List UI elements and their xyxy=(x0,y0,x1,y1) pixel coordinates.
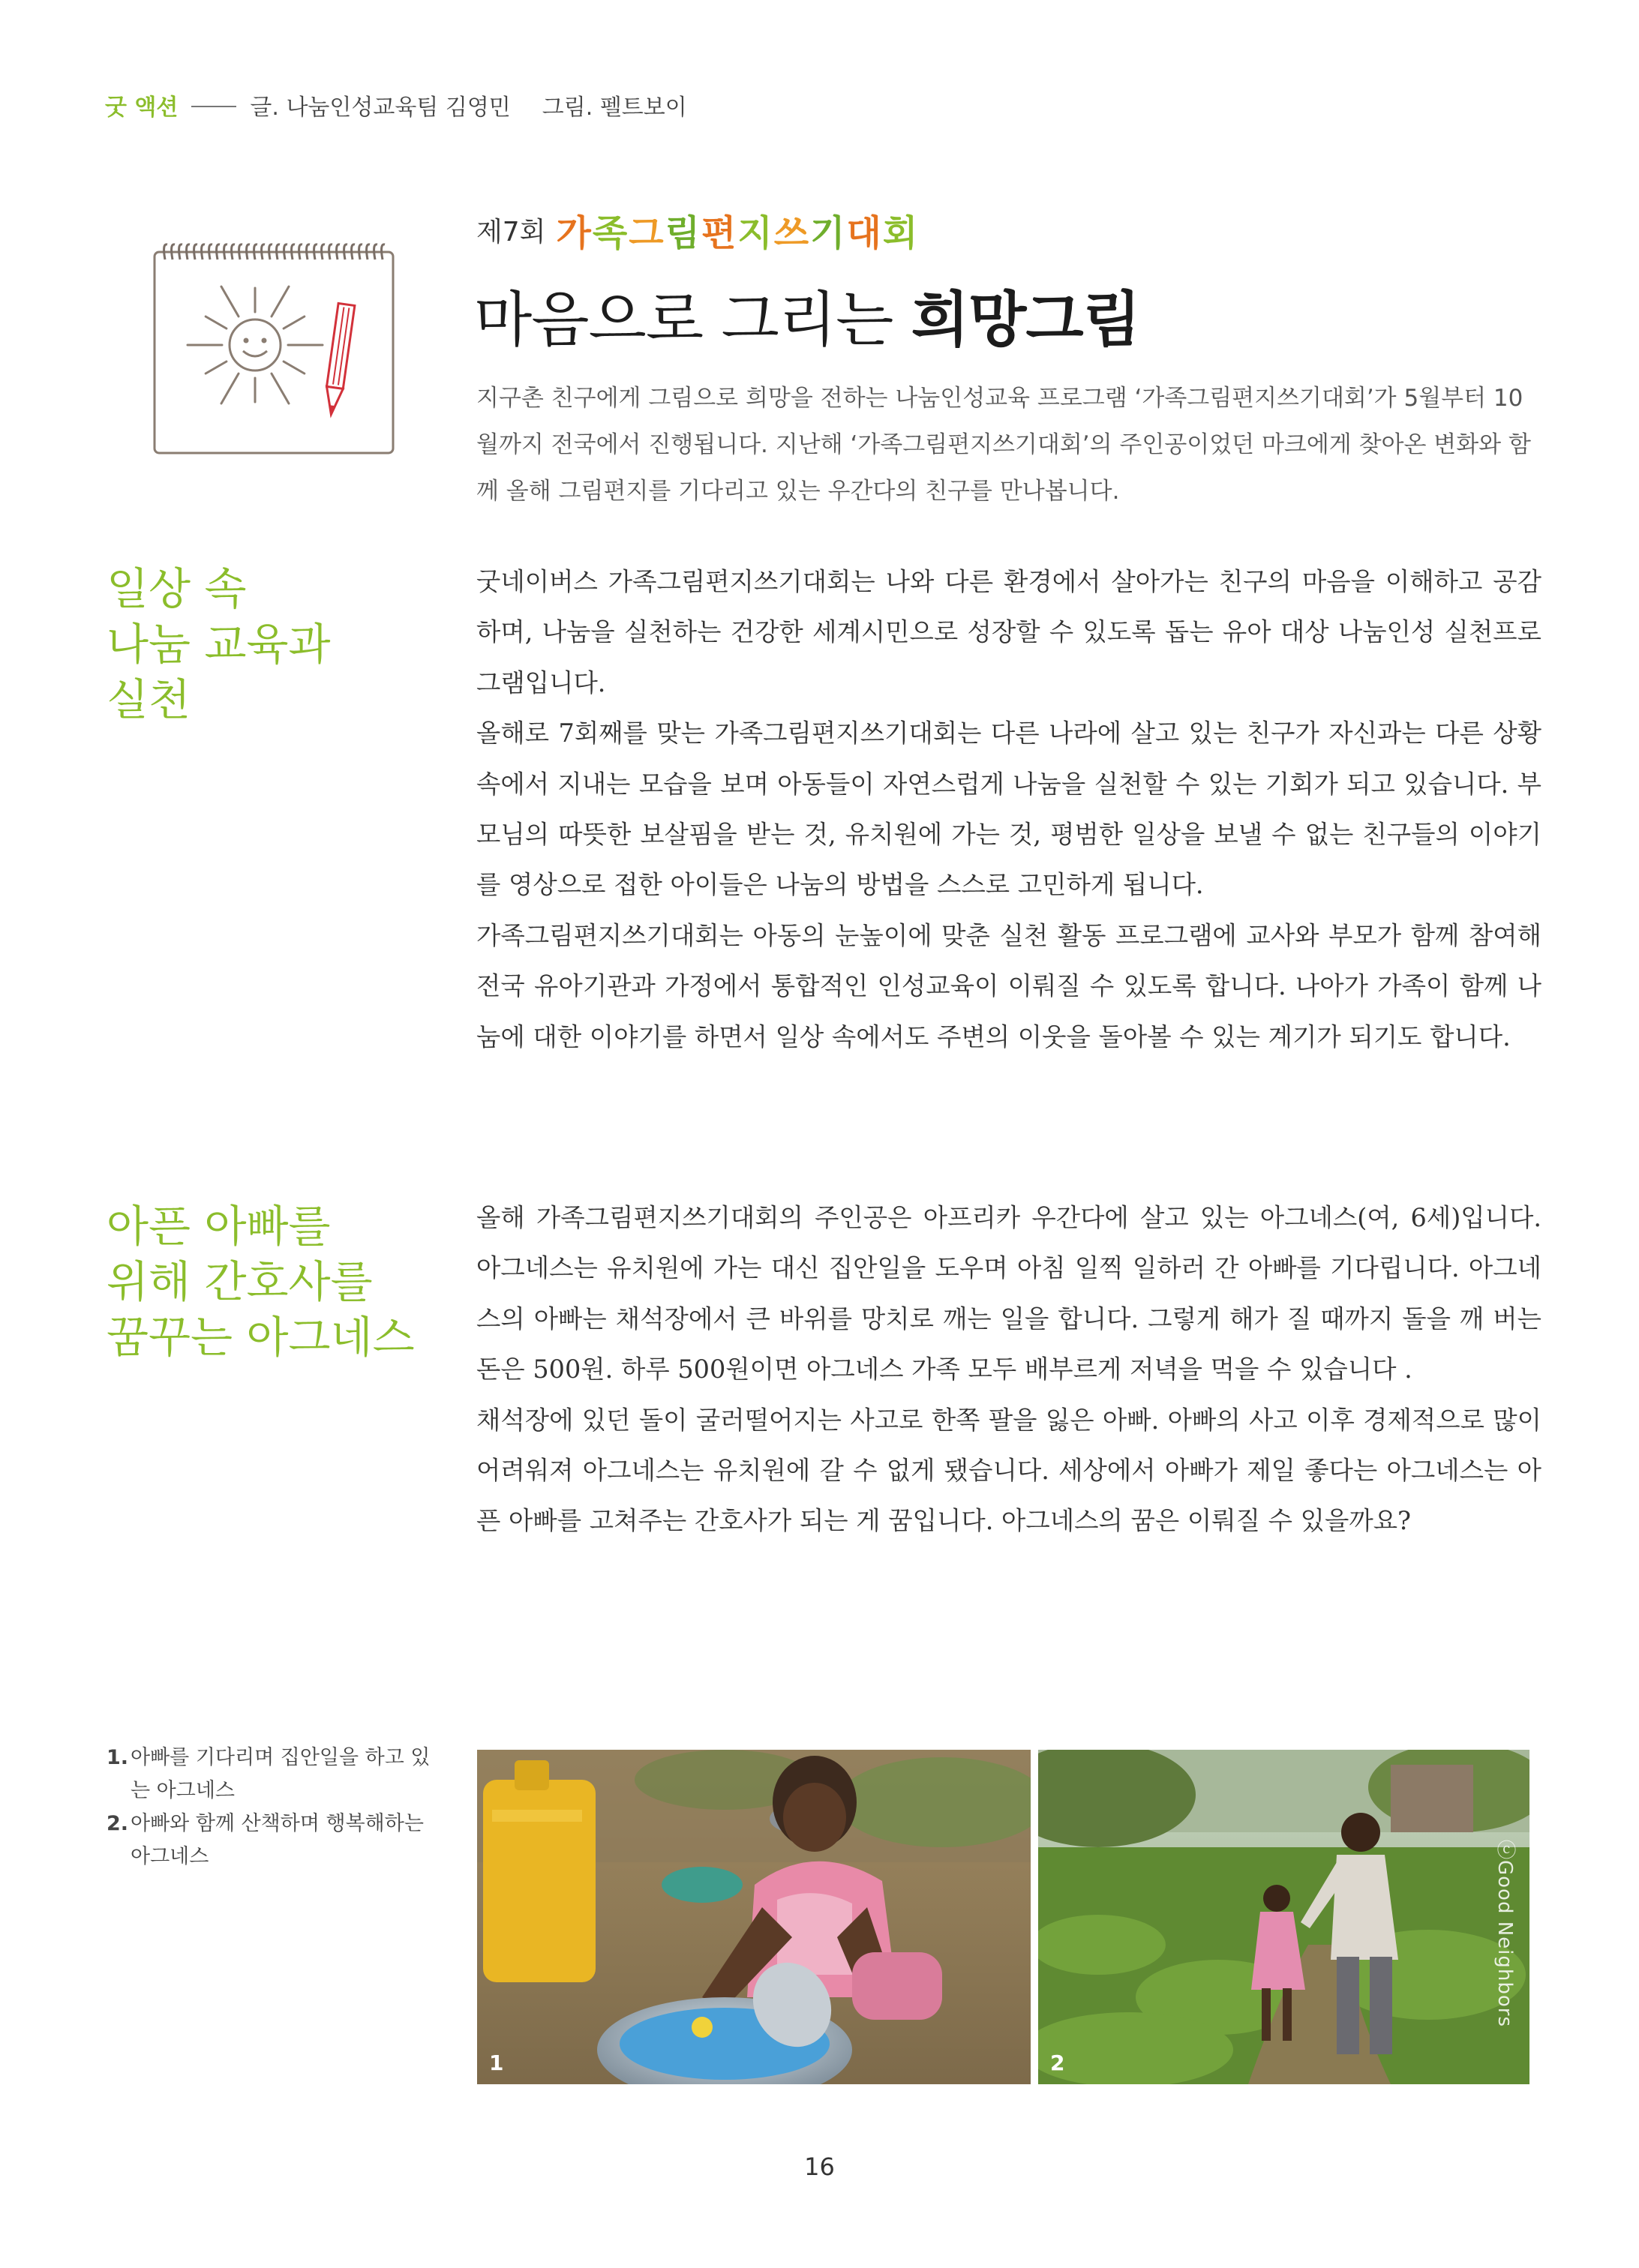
section-heading-agnes: 아픈 아빠를 위해 간호사를 꿈꾸는 아그네스 xyxy=(107,1201,415,1363)
contest-round: 제7회 xyxy=(476,217,546,248)
paragraph: 올해로 7회째를 맞는 가족그림편지쓰기대회는 다른 나라에 살고 있는 친구가 자신과는 다른 상황 속에서 지내는 모습을 보며 아동들이 자연스럽게 나눔을 실천할 수 있는 기회가 되고 있습니다. 부모님의 따뜻한 보살핌을 받는 것, 유치원에 가는 것, 평범한 일상을 보낼 수 없는 친구들의 이야기를 영상으로 접한 아이들은 나눔의 방법을 스스로 고민하게 됩니다. xyxy=(476,718,1541,900)
title-bold: 희망그림 xyxy=(911,285,1140,355)
byline-divider xyxy=(191,106,236,107)
photo-number: 2 xyxy=(1050,2050,1065,2075)
section-label: 굿 액션 xyxy=(105,94,179,121)
section-body-daily-sharing xyxy=(476,556,1541,1062)
page-number: 16 xyxy=(804,2152,835,2181)
illustrator-credit: 그림. 펠트보이 xyxy=(542,94,687,121)
contest-name: 가족그림편지쓰기대회 xyxy=(556,212,920,254)
byline xyxy=(105,88,687,122)
writer-credit: 글. 나눔인성교육팀 김영민 xyxy=(250,94,511,121)
paragraph: 가족그림편지쓰기대회는 아동의 눈높이에 맞춘 실천 활동 프로그램에 교사와 부모가 함께 참여해 전국 유아기관과 가정에서 통합적인 인성교육이 이뤄질 수 있도록 합니다. 나아가 가족이 함께 나눔에 대한 이야기를 하면서 일상 속에서도 주변의 이웃을 돌아볼 수 있는 계기가 되기도 합니다. xyxy=(476,920,1541,1052)
article-title xyxy=(474,272,1140,358)
title-light: 마음으로 그리는 xyxy=(474,285,911,355)
photo-number: 1 xyxy=(489,2050,504,2075)
caption-2: 2. 아빠와 함께 산책하며 행복해하는 아그네스 xyxy=(107,1812,424,1868)
sketchbook-icon xyxy=(150,232,398,458)
contest-label xyxy=(476,204,919,256)
photo-2-image xyxy=(1038,1750,1529,2084)
photo-agnes-washing-dishes xyxy=(477,1750,1031,2084)
sketchbook-sun-illustration xyxy=(150,232,398,458)
caption-1: 1. 아빠를 기다리며 집안일을 하고 있는 아그네스 xyxy=(107,1746,431,1802)
article-lead: 지구촌 친구에게 그림으로 희망을 전하는 나눔인성교육 프로그램 ‘가족그림편지쓰기대회’가 5월부터 10월까지 전국에서 진행됩니다. 지난해 ‘가족그림편지쓰기대회’의 주인공이었던 마크에게 찾아온 변화와 함께 올해 그림편지를 기다리고 있는 우간다의 친구를 만나봅니다. xyxy=(476,385,1531,505)
photo-credit: ⓒGood Neighbors xyxy=(1493,1840,1516,2028)
section-heading-daily-sharing: 일상 속 나눔 교육과 실천 xyxy=(107,563,331,725)
photo-agnes-walking-with-father xyxy=(1038,1750,1529,2084)
paragraph: 올해 가족그림편지쓰기대회의 주인공은 아프리카 우간다에 살고 있는 아그네스(여, 6세)입니다. 아그네스는 유치원에 가는 대신 집안일을 도우며 아침 일찍 일하러 간 아빠를 기다립니다. 아그네스의 아빠는 채석장에서 큰 바위를 망치로 깨는 일을 합니다. 그렇게 해가 질 때까지 돌을 깨 버는 돈은 500원. 하루 500원이면 아그네스 가족 모두 배부르게 저녁을 먹을 수 있습니다 . xyxy=(476,1203,1541,1384)
photo-captions xyxy=(107,1742,437,1874)
paragraph: 굿네이버스 가족그림편지쓰기대회는 나와 다른 환경에서 살아가는 친구의 마음을 이해하고 공감하며, 나눔을 실천하는 건강한 세계시민으로 성장할 수 있도록 돕는 유아 대상 나눔인성 실천프로그램입니다. xyxy=(476,567,1541,698)
paragraph: 채석장에 있던 돌이 굴러떨어지는 사고로 한쪽 팔을 잃은 아빠. 아빠의 사고 이후 경제적으로 많이 어려워져 아그네스는 유치원에 갈 수 없게 됐습니다. 세상에서 아빠가 제일 좋다는 아그네스는 아픈 아빠를 고쳐주는 간호사가 되는 게 꿈입니다. 아그네스의 꿈은 이뤄질 수 있을까요? xyxy=(476,1405,1541,1536)
photo-1-image xyxy=(477,1750,1031,2084)
section-body-agnes xyxy=(476,1192,1541,1546)
